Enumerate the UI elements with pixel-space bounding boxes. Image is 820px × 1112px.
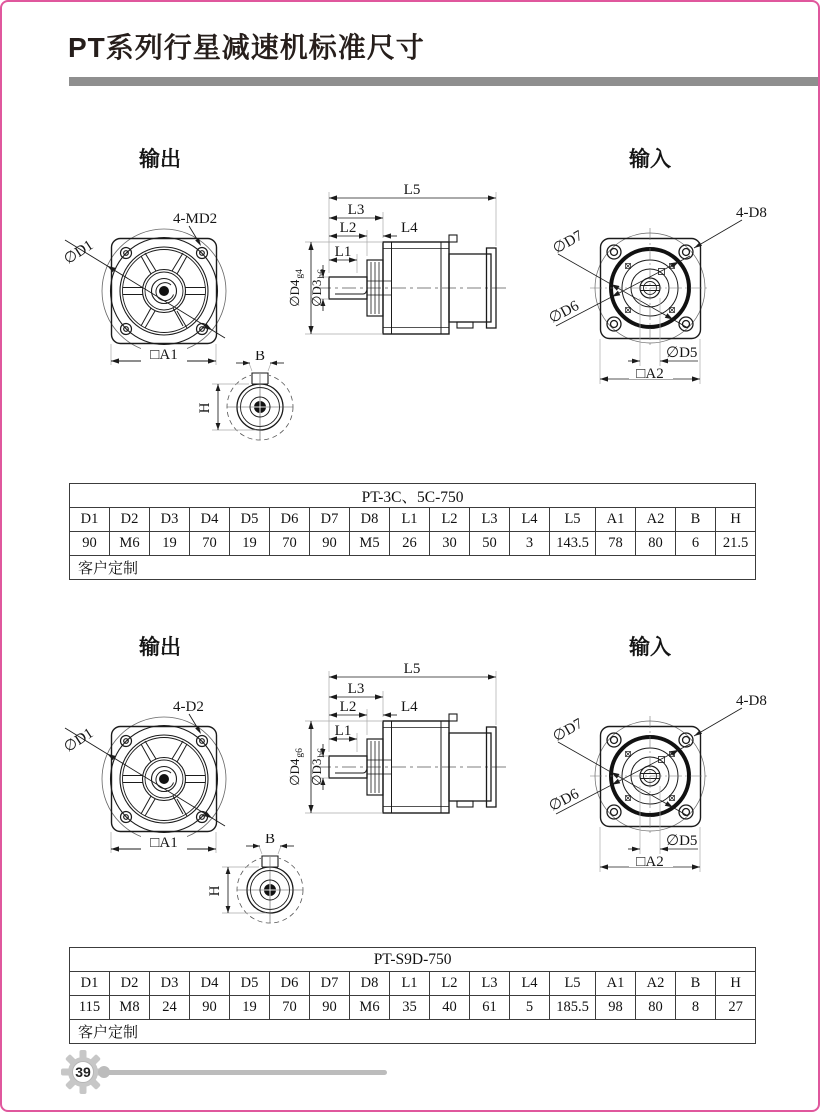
- table-header-cell: D6: [270, 508, 310, 532]
- input-flange-drawing: [542, 198, 804, 393]
- l1-label-2: L1: [334, 723, 352, 739]
- table-header-cell: A2: [636, 508, 676, 532]
- l5-label-2: L5: [403, 661, 421, 677]
- table-header-cell: L4: [510, 972, 550, 996]
- table-value-cell: M6: [110, 532, 150, 556]
- title-underline-bar: [69, 77, 818, 86]
- table-header-cell: D3: [150, 972, 190, 996]
- d3-label: $\emptyset D3_{h6}$: [309, 269, 327, 307]
- table-header-cell: D8: [350, 972, 390, 996]
- d5-label: ∅D5: [666, 345, 698, 361]
- table-header-cell: L5: [550, 972, 596, 996]
- table-value-cell: M8: [110, 996, 150, 1020]
- table-header-cell: L1: [390, 508, 430, 532]
- l5-label: L5: [403, 182, 421, 198]
- output-view-title: 输出: [139, 148, 181, 171]
- input-flange-drawing-2: [542, 686, 804, 881]
- input-holes-label-2: 4-D8: [736, 693, 767, 709]
- table-value-cell: 8: [676, 996, 716, 1020]
- table-value-cell: 21.5: [716, 532, 756, 556]
- table-header-cell: A1: [596, 972, 636, 996]
- table-value-cell: 185.5: [550, 996, 596, 1020]
- table-value-cell: 90: [70, 532, 110, 556]
- table-value-cell: M6: [350, 996, 390, 1020]
- table-header-cell: A1: [596, 508, 636, 532]
- side-view-drawing: [277, 168, 527, 373]
- table-value-cell: 98: [596, 996, 636, 1020]
- dimension-table-1: [69, 483, 756, 580]
- table-value-cell: 78: [596, 532, 636, 556]
- table-header-cell: D5: [230, 508, 270, 532]
- dimension-table-2: [69, 947, 756, 1044]
- table-value-cell: 90: [190, 996, 230, 1020]
- d4-label: $\emptyset D4_{g4}$: [287, 269, 305, 307]
- table-value-cell: 19: [150, 532, 190, 556]
- table-value-cell: 26: [390, 532, 430, 556]
- table-header-cell: D3: [150, 508, 190, 532]
- l2-label: L2: [339, 220, 357, 236]
- table-value-cell: 19: [230, 996, 270, 1020]
- shaft-section-drawing: [196, 351, 321, 456]
- table-value-cell: 70: [270, 532, 310, 556]
- table-value-cell: 90: [310, 996, 350, 1020]
- table-value-cell: 61: [470, 996, 510, 1020]
- table-header-cell: L4: [510, 508, 550, 532]
- table-header-cell: L1: [390, 972, 430, 996]
- table-value-cell: 90: [310, 532, 350, 556]
- table-header-cell: D4: [190, 972, 230, 996]
- d3-label-2: $\emptyset D3_{h6}$: [309, 748, 327, 786]
- table-value-cell: 3: [510, 532, 550, 556]
- table-header-cell: B: [676, 972, 716, 996]
- table-title: PT-S9D-750: [70, 948, 756, 972]
- table-value-cell: 19: [230, 532, 270, 556]
- table-header-cell: D8: [350, 508, 390, 532]
- table-header-cell: L2: [430, 972, 470, 996]
- table-header-cell: A2: [636, 972, 676, 996]
- b-label-2: B: [264, 834, 276, 847]
- shaft-section-drawing-2: [206, 834, 331, 939]
- l1-label: L1: [334, 244, 352, 260]
- table-header-cell: D7: [310, 972, 350, 996]
- h-label: H: [197, 402, 213, 414]
- a1-label-2: □A1: [150, 835, 178, 851]
- h-label-2: H: [207, 885, 223, 897]
- table-header-cell: L3: [470, 972, 510, 996]
- d6-label: ∅D6: [546, 298, 582, 327]
- b-label: B: [254, 351, 266, 364]
- table-header-cell: L5: [550, 508, 596, 532]
- mount-holes-label-2: 4-D2: [173, 699, 204, 715]
- table-header-cell: H: [716, 972, 756, 996]
- a2-label: □A2: [636, 366, 664, 382]
- table-header-cell: D2: [110, 508, 150, 532]
- footer-decorative-line: [101, 1070, 387, 1075]
- table-value-cell: 40: [430, 996, 470, 1020]
- d6-label-2: ∅D6: [546, 786, 582, 815]
- table-value-cell: 70: [270, 996, 310, 1020]
- table-header-cell: D1: [70, 972, 110, 996]
- table-header-cell: D1: [70, 508, 110, 532]
- table-header-cell: D2: [110, 972, 150, 996]
- l4-label: L4: [401, 220, 418, 236]
- d4-label-2: $\emptyset D4_{g6}$: [287, 748, 305, 786]
- table-value-cell: 24: [150, 996, 190, 1020]
- l4-label-2: L4: [401, 699, 418, 715]
- table-value-cell: 50: [470, 532, 510, 556]
- input-view-title-2: 输入: [629, 636, 671, 659]
- table-value-cell: 5: [510, 996, 550, 1020]
- table-value-cell: 70: [190, 532, 230, 556]
- table-header-cell: D7: [310, 508, 350, 532]
- d7-label-2: ∅D7: [550, 715, 586, 746]
- table-header-cell: B: [676, 508, 716, 532]
- l2-label-2: L2: [339, 699, 357, 715]
- page-title: PT系列行星减速机标准尺寸: [68, 32, 425, 63]
- page-number: 39: [75, 1064, 91, 1080]
- output-flange-drawing: [37, 192, 287, 377]
- table-footer-note: 客户定制: [70, 1020, 756, 1044]
- table-value-cell: 27: [716, 996, 756, 1020]
- table-header-cell: D6: [270, 972, 310, 996]
- table-value-cell: 80: [636, 532, 676, 556]
- table-value-cell: 143.5: [550, 532, 596, 556]
- d7-label: ∅D7: [550, 227, 586, 258]
- table-header-cell: H: [716, 508, 756, 532]
- d1-label: ∅D1: [61, 237, 97, 268]
- output-view-title-2: 输出: [139, 636, 181, 659]
- table-value-cell: 6: [676, 532, 716, 556]
- table-footer-note: 客户定制: [70, 556, 756, 580]
- a1-label: □A1: [150, 347, 178, 363]
- table-title: PT-3C、5C-750: [70, 484, 756, 508]
- l3-label: L3: [347, 202, 365, 218]
- table-value-cell: 30: [430, 532, 470, 556]
- table-header-cell: D5: [230, 972, 270, 996]
- input-view-title: 输入: [629, 148, 671, 171]
- table-value-cell: M5: [350, 532, 390, 556]
- d5-label-2: ∅D5: [666, 833, 698, 849]
- mount-holes-label: 4-MD2: [173, 211, 218, 227]
- table-value-cell: 115: [70, 996, 110, 1020]
- a2-label-2: □A2: [636, 854, 664, 870]
- table-value-cell: 80: [636, 996, 676, 1020]
- table-value-cell: 35: [390, 996, 430, 1020]
- d1-label-2: ∅D1: [61, 725, 97, 756]
- table-header-cell: L2: [430, 508, 470, 532]
- table-header-cell: L3: [470, 508, 510, 532]
- input-holes-label: 4-D8: [736, 205, 767, 221]
- side-view-drawing-2: [277, 647, 527, 852]
- l3-label-2: L3: [347, 681, 365, 697]
- table-header-cell: D4: [190, 508, 230, 532]
